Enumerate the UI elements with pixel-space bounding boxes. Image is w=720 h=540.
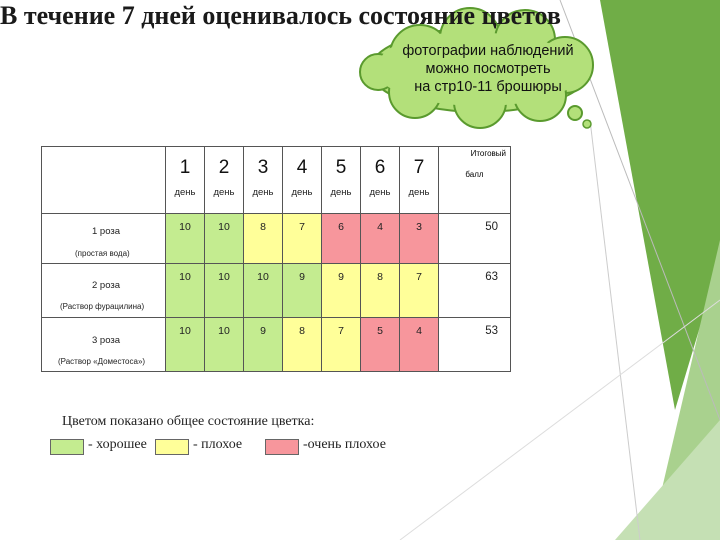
legend-swatch-very-bad xyxy=(265,439,299,455)
row-note: (простая вода) xyxy=(75,249,130,258)
page-title: В течение 7 дней оценивалось состояние цветов xyxy=(0,1,561,30)
day-number: 1 xyxy=(179,157,191,178)
value-cell: 3 xyxy=(400,214,439,264)
legend-swatch-bad xyxy=(155,439,189,455)
total-header-unit: балл xyxy=(465,170,484,179)
legend-label-bad: - плохое xyxy=(193,437,243,452)
legend-title: Цветом показано общее состояние цветка: xyxy=(62,414,315,429)
day-header-cell xyxy=(283,147,322,214)
value-cell: 10 xyxy=(205,214,244,264)
day-number: 7 xyxy=(413,157,425,178)
cloud-bubble xyxy=(583,120,591,128)
legend-label-very-bad: -очень плохое xyxy=(303,437,386,452)
day-word: день xyxy=(174,187,196,198)
day-word: день xyxy=(291,187,313,198)
day-word: день xyxy=(330,187,352,198)
day-number: 4 xyxy=(296,157,308,178)
decor-line xyxy=(590,120,640,540)
day-header-cell xyxy=(244,147,283,214)
day-word: день xyxy=(252,187,274,198)
day-number: 5 xyxy=(335,157,347,178)
day-word: день xyxy=(213,187,235,198)
day-number: 2 xyxy=(218,157,230,178)
value-cell: 9 xyxy=(244,318,283,372)
row-name: 3 роза xyxy=(92,335,121,346)
value-cell: 9 xyxy=(322,264,361,318)
total-header-label: Итоговый xyxy=(470,149,506,158)
total-cell: 50 xyxy=(439,214,511,264)
day-word: день xyxy=(408,187,430,198)
day-header-cell xyxy=(322,147,361,214)
value-cell: 4 xyxy=(361,214,400,264)
value-cell: 7 xyxy=(283,214,322,264)
cloud-line: на стр10-11 брошюры xyxy=(414,79,562,95)
row-name: 1 роза xyxy=(92,226,121,237)
value-cell: 10 xyxy=(244,264,283,318)
value-cell: 5 xyxy=(361,318,400,372)
day-header-cell xyxy=(166,147,205,214)
header-empty-cell xyxy=(42,147,166,214)
value-cell: 10 xyxy=(166,318,205,372)
value-cell: 6 xyxy=(322,214,361,264)
total-header-cell xyxy=(439,147,511,214)
cloud-line: фотографии наблюдений xyxy=(402,43,574,59)
value-cell: 8 xyxy=(283,318,322,372)
value-cell: 4 xyxy=(400,318,439,372)
row-name: 2 роза xyxy=(92,280,121,291)
row-note: (Раствор фурацилина) xyxy=(60,302,145,311)
day-header-cell xyxy=(400,147,439,214)
day-header-cell xyxy=(361,147,400,214)
cloud-note xyxy=(388,42,588,96)
total-cell: 63 xyxy=(439,264,511,318)
value-cell: 9 xyxy=(283,264,322,318)
value-cell: 7 xyxy=(322,318,361,372)
total-cell: 53 xyxy=(439,318,511,372)
green-decor-pale xyxy=(615,420,720,540)
value-cell: 10 xyxy=(205,264,244,318)
day-word: день xyxy=(369,187,391,198)
day-number: 6 xyxy=(374,157,386,178)
table-header-row xyxy=(42,147,511,214)
value-cell: 8 xyxy=(361,264,400,318)
value-cell: 8 xyxy=(244,214,283,264)
cloud-line: можно посмотреть xyxy=(425,61,551,77)
row-note: (Раствор «Доместоса») xyxy=(58,357,146,366)
value-cell: 10 xyxy=(166,264,205,318)
value-cell: 10 xyxy=(205,318,244,372)
value-cell: 7 xyxy=(400,264,439,318)
day-number: 3 xyxy=(257,157,269,178)
cloud-bubble xyxy=(568,106,582,120)
day-header-cell xyxy=(205,147,244,214)
legend-label-good: - хорошее xyxy=(88,437,147,452)
value-cell: 10 xyxy=(166,214,205,264)
legend-swatch-good xyxy=(50,439,84,455)
